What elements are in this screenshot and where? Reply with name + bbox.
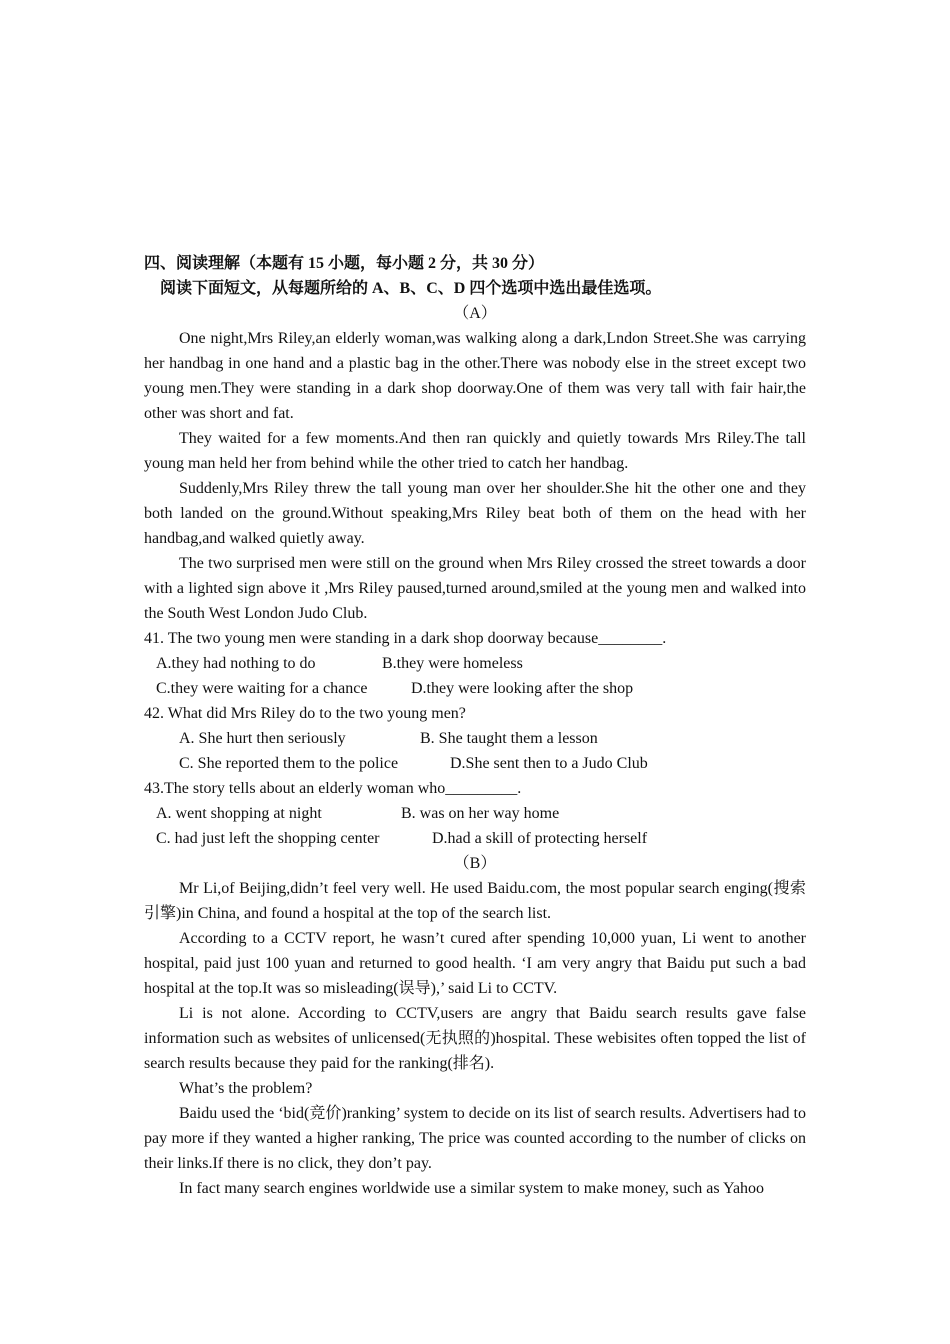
passage-a-paragraph-4: The two surprised men were still on the ground when Mrs Riley crossed the street towards a door with a lighted sign above it ,Mrs Riley paused,turned around,smiled at the young men and walked into the South West London Judo Club.: [144, 555, 806, 622]
question-42-option-b: B. She taught them a lesson: [420, 730, 598, 747]
question-43-option-a: A. went shopping at night: [156, 805, 322, 822]
passage-a-paragraph-1: One night,Mrs Riley,an elderly woman,was walking along a dark,Lndon Street.She was carrying her handbag in one hand and a plastic bag in the other.There was nobody else in the street except two young men.They were standing in a dark shop doorway.One of them was very tall with fair hair,the other was short and fat.: [144, 330, 806, 422]
passage-a-paragraph-2: They waited for a few moments.And then ran quickly and quietly towards Mrs Riley.The tall young man held her from behind while the other tried to catch her handbag.: [144, 430, 806, 472]
section-instruction: 阅读下面短文，从每题所给的 A、B、C、D 四个选项中选出最佳选项。: [160, 280, 662, 297]
question-41-option-a: A.they had nothing to do: [156, 655, 316, 672]
question-43: [144, 776, 806, 851]
question-42-option-d: D.She sent then to a Judo Club: [450, 755, 648, 772]
question-41-option-d: D.they were looking after the shop: [411, 680, 634, 697]
question-41-option-c: C.they were waiting for a chance: [156, 680, 368, 697]
question-42-stem: 42. What did Mrs Riley do to the two young men?: [144, 705, 466, 722]
passage-b-label: （B）: [453, 855, 497, 872]
exam-page: [144, 251, 806, 1201]
question-42-option-a: A. She hurt then seriously: [179, 730, 346, 747]
question-43-options-row-2: [144, 826, 806, 851]
question-43-option-c: C. had just left the shopping center: [156, 830, 380, 847]
question-42-option-c: C. She reported them to the police: [179, 755, 399, 772]
question-41-stem: 41. The two young men were standing in a dark shop doorway because________.: [144, 630, 667, 647]
passage-b-paragraph-6: In fact many search engines worldwide use a similar system to make money, such as Yahoo: [179, 1180, 765, 1197]
passage-b-paragraph-3: Li is not alone. According to CCTV,users are angry that Baidu search results gave false information such as websites of unlicensed(无执照的)hospital. These webisites often topped the list of search results because they paid for the ranking(排名).: [144, 1005, 806, 1072]
question-43-option-b: B. was on her way home: [401, 805, 560, 822]
question-43-stem: 43.The story tells about an elderly woman who_________.: [144, 780, 522, 797]
passage-a-label: （A）: [453, 305, 497, 322]
question-42: [144, 701, 806, 776]
question-41-options-row-1: [144, 651, 806, 676]
question-43-options-row-1: [144, 801, 806, 826]
question-42-options-row-1: [144, 726, 806, 751]
passage-b-paragraph-1: Mr Li,of Beijing,didn’t feel very well. He used Baidu.com, the most popular search enging(搜索引擎)in China, and found a hospital at the top of the search list.: [144, 880, 806, 922]
passage-b-paragraph-2: According to a CCTV report, he wasn’t cured after spending 10,000 yuan, Li went to another hospital, paid just 100 yuan and returned to good health. ‘I am very angry that Baidu put such a bad hospital at the top.It was so misleading(误导),’ said Li to CCTV.: [144, 930, 806, 997]
passage-a-paragraph-3: Suddenly,Mrs Riley threw the tall young man over her shoulder.She hit the other one and they both landed on the ground.Without speaking,Mrs Riley beat both of them on the head with her handbag,and walked quietly away.: [144, 480, 806, 547]
question-41-options-row-2: [144, 676, 806, 701]
question-43-option-d: D.had a skill of protecting herself: [432, 830, 648, 847]
section-title: 四、阅读理解（本题有 15 小题，每小题 2 分，共 30 分）: [144, 255, 545, 272]
question-41-option-b: B.they were homeless: [382, 655, 523, 672]
question-42-options-row-2: [144, 751, 806, 776]
passage-b-paragraph-4: What’s the problem?: [179, 1080, 313, 1097]
question-41: [144, 626, 806, 701]
passage-b-paragraph-5: Baidu used the ‘bid(竞价)ranking’ system to decide on its list of search results. Advertisers had to pay more if they wanted a higher ranking, The price was counted according to the number of clicks on their links.If there is no click, they don’t pay.: [144, 1105, 806, 1172]
